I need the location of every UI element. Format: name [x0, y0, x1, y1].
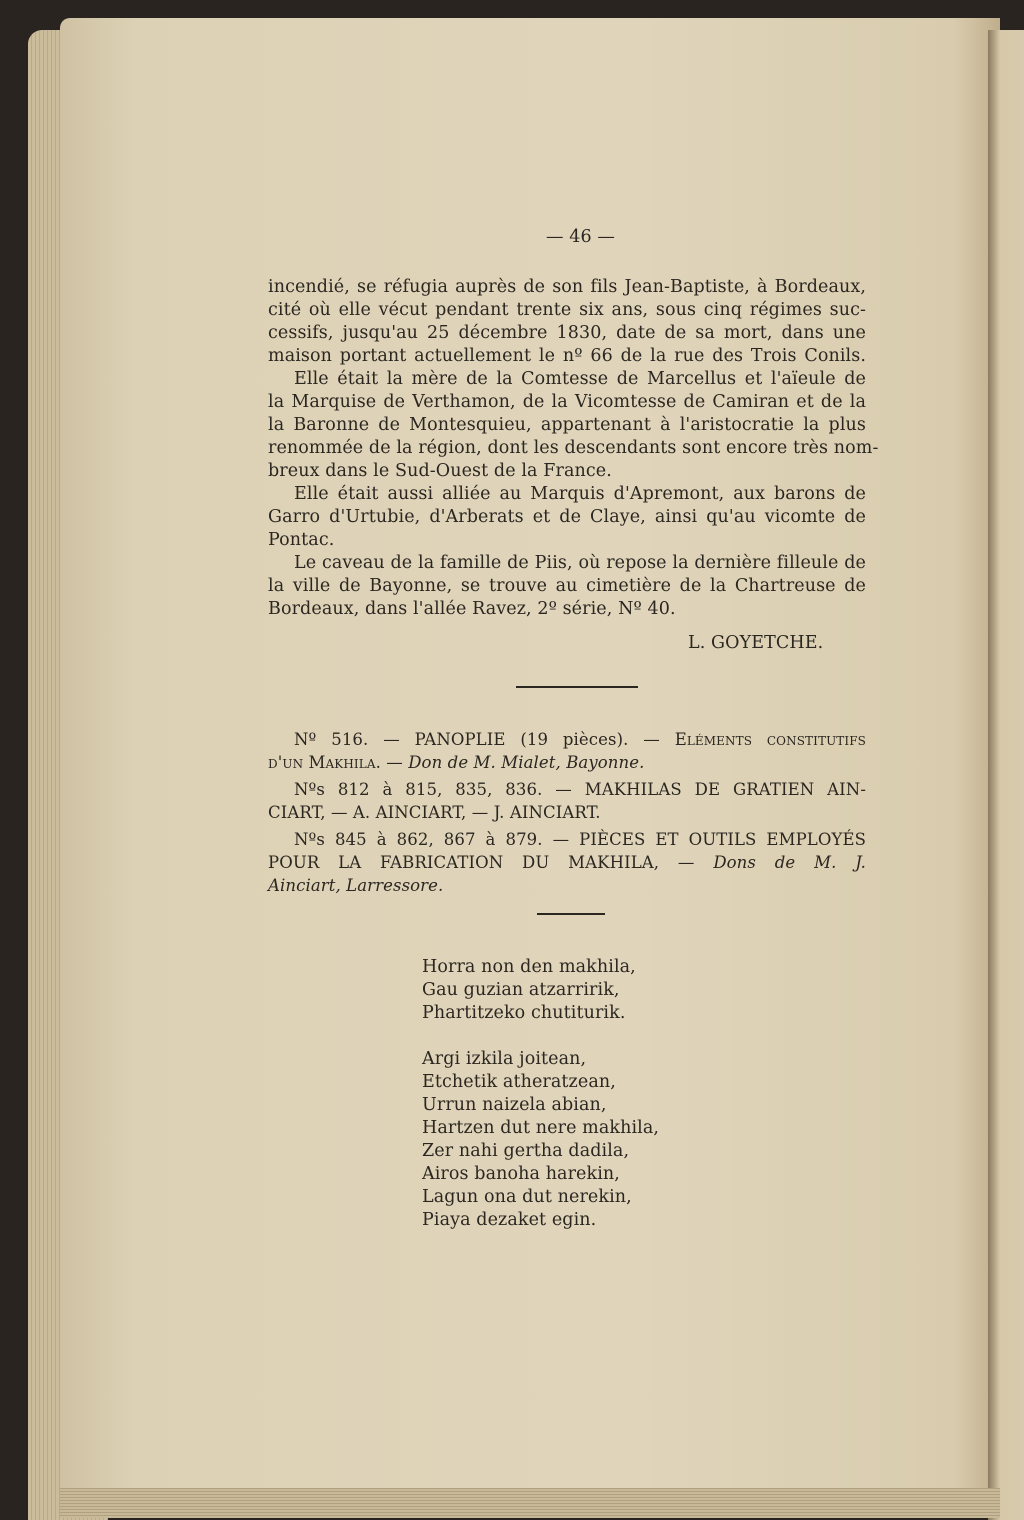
page-number: — 46 —: [546, 227, 615, 247]
poem-line: Gau guzian atzarririk,: [422, 980, 620, 1000]
text-line: cessifs, jusqu'au 25 décembre 1830, date de sa mort, dans une: [268, 323, 866, 343]
catalogue-line: Ainciart, Larressore.: [268, 876, 444, 895]
text-line: cité où elle vécut pendant trente six ans, sous cinq régimes suc-: [268, 300, 866, 320]
poem-line: Phartitzeko chutiturik.: [422, 1003, 626, 1023]
poem-line: Lagun ona dut nerekin,: [422, 1187, 632, 1207]
text-line: renommée de la région, dont les descendants sont encore très nom-: [268, 438, 879, 458]
poem: [422, 956, 659, 1232]
signature: L. GOYETCHE.: [688, 633, 824, 653]
catalogue-line: POUR LA FABRICATION DU MAKHILA, — Dons de M. J.: [268, 853, 866, 872]
catalogue-line: CIART, — A. AINCIART, — J. AINCIART.: [268, 803, 601, 822]
catalogue-line: Nº 516. — PANOPLIE (19 pièces). — Eléments constitutifs: [294, 730, 866, 749]
poem-line: Etchetik atheratzean,: [422, 1072, 616, 1092]
text-line: Bordeaux, dans l'allée Ravez, 2º série, Nº 40.: [268, 599, 676, 619]
divider: [516, 686, 638, 688]
bottom-edges: [60, 1488, 1000, 1518]
poem-line: Horra non den makhila,: [422, 957, 636, 977]
text-line: la Baronne de Montesquieu, appartenant à l'aristocratie la plus: [268, 415, 866, 435]
poem-line: Hartzen dut nere makhila,: [422, 1118, 660, 1138]
catalogue-line: d'un Makhila. — Don de M. Mialet, Bayonne.: [268, 753, 645, 772]
catalogue-line: Nºs 812 à 815, 835, 836. — MAKHILAS DE GRATIEN AIN-: [294, 780, 866, 799]
text-line: incendié, se réfugia auprès de son fils Jean-Baptiste, à Bordeaux,: [268, 277, 866, 297]
text-line: Elle était aussi alliée au Marquis d'Apremont, aux barons de: [294, 484, 866, 504]
text-line: Le caveau de la famille de Piis, où repose la dernière filleule de: [294, 553, 866, 573]
poem-line: Urrun naizela abian,: [422, 1095, 607, 1115]
poem-line: Piaya dezaket egin.: [422, 1210, 597, 1230]
text-line: Garro d'Urtubie, d'Arberats et de Claye, ainsi qu'au vicomte de: [268, 507, 866, 527]
poem-line: Airos banoha harekin,: [422, 1164, 620, 1184]
catalogue: [268, 728, 866, 897]
body-text: [268, 276, 879, 621]
next-page-edge: [988, 30, 1024, 1520]
text-line: la Marquise de Verthamon, de la Vicomtesse de Camiran et de la: [268, 392, 866, 412]
text-line: Pontac.: [268, 530, 335, 550]
text-line: la ville de Bayonne, se trouve au cimetière de la Chartreuse de: [268, 576, 866, 596]
poem-line: Zer nahi gertha dadila,: [422, 1141, 630, 1161]
text-line: breux dans le Sud-Ouest de la France.: [268, 461, 612, 481]
text-line: Elle était la mère de la Comtesse de Marcellus et l'aïeule de: [294, 369, 866, 389]
poem-line: Argi izkila joitean,: [422, 1049, 587, 1069]
catalogue-line: Nºs 845 à 862, 867 à 879. — PIÈCES ET OUTILS EMPLOYÉS: [294, 830, 866, 849]
text-line: maison portant actuellement le nº 66 de la rue des Trois Conils.: [268, 346, 866, 366]
divider: [537, 913, 605, 915]
